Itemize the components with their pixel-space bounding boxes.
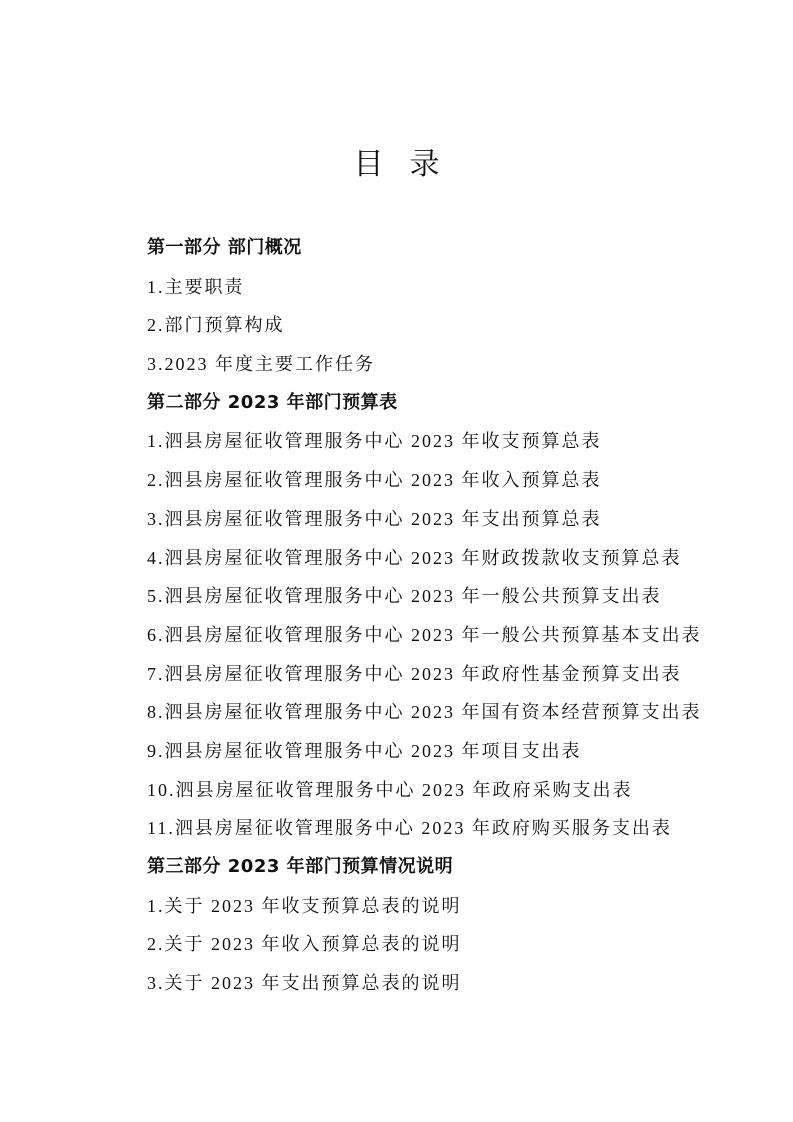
page-title: 目录 <box>353 147 466 182</box>
section-heading-part-3: 第三部分 2023 年部门预算情况说明 <box>147 856 454 877</box>
table-of-contents <box>147 229 767 1003</box>
toc-entry: 2.关于 2023 年收入预算总表的说明 <box>147 934 462 955</box>
toc-entry: 5.泗县房屋征收管理服务中心 2023 年一般公共预算支出表 <box>147 586 662 607</box>
toc-entry: 10.泗县房屋征收管理服务中心 2023 年政府采购支出表 <box>147 779 633 800</box>
toc-entry: 4.泗县房屋征收管理服务中心 2023 年财政拨款收支预算总表 <box>147 547 682 568</box>
toc-entry: 1.关于 2023 年收支预算总表的说明 <box>147 895 462 916</box>
toc-entry: 3.泗县房屋征收管理服务中心 2023 年支出预算总表 <box>147 508 602 529</box>
toc-entry: 9.泗县房屋征收管理服务中心 2023 年项目支出表 <box>147 740 582 761</box>
section-heading-part-2: 第二部分 2023 年部门预算表 <box>147 391 398 413</box>
toc-entry: 11.泗县房屋征收管理服务中心 2023 年政府购买服务支出表 <box>147 818 672 839</box>
toc-entry: 1.泗县房屋征收管理服务中心 2023 年收支预算总表 <box>147 431 602 452</box>
toc-entry: 1.主要职责 <box>147 276 245 297</box>
toc-entry: 6.泗县房屋征收管理服务中心 2023 年一般公共预算基本支出表 <box>147 624 702 645</box>
toc-entry: 3.关于 2023 年支出预算总表的说明 <box>147 973 462 994</box>
toc-entry: 2.部门预算构成 <box>147 315 285 336</box>
section-heading-part-1: 第一部分 部门概况 <box>147 237 302 258</box>
toc-entry: 3.2023 年度主要工作任务 <box>147 354 375 375</box>
toc-entry: 8.泗县房屋征收管理服务中心 2023 年国有资本经营预算支出表 <box>147 702 702 723</box>
toc-entry: 7.泗县房屋征收管理服务中心 2023 年政府性基金预算支出表 <box>147 663 682 684</box>
toc-entry: 2.泗县房屋征收管理服务中心 2023 年收入预算总表 <box>147 470 602 491</box>
